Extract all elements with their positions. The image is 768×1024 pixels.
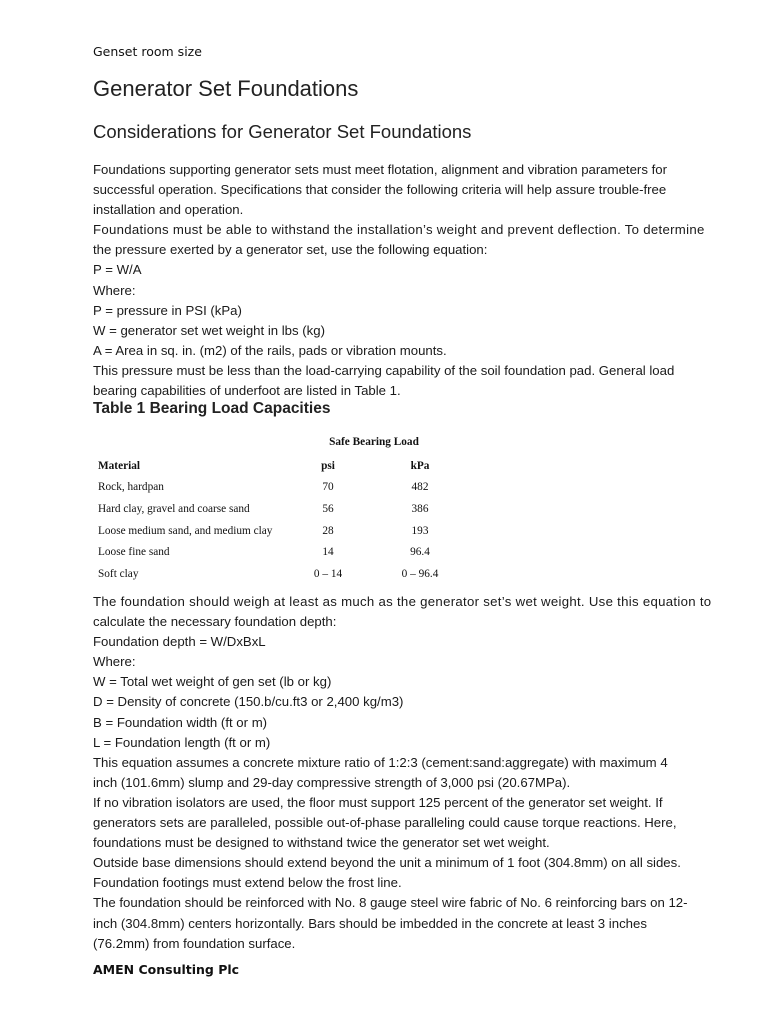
variable-definition: W = generator set wet weight in lbs (kg) [93, 322, 325, 338]
equation-line: P = W/A [93, 262, 142, 278]
body-line: bearing capabilities of underfoot are listed in Table 1. [93, 383, 401, 399]
body-line: successful operation. Specifications that consider the following criteria will help assure trouble-free [93, 182, 667, 198]
variable-definition: B = Foundation width (ft or m) [93, 714, 268, 730]
column-header-psi: psi [321, 459, 335, 472]
body-line: This pressure must be less than the load-carrying capability of the soil foundation pad. General load [93, 362, 675, 378]
cell-material: Soft clay [98, 568, 139, 581]
bearing-load-table [93, 436, 453, 590]
body-line: (76.2mm) from foundation surface. [93, 935, 296, 951]
body-line: The foundation should weigh at least as much as the generator set’s wet weight. Use this equation to [93, 594, 712, 609]
cell-material: Hard clay, gravel and coarse sand [98, 503, 250, 516]
table-row [93, 481, 453, 503]
cell-psi: 0 – 14 [313, 568, 343, 581]
body-line: Where: [93, 654, 136, 670]
cell-psi: 28 [322, 524, 334, 537]
body-line: The foundation should be reinforced with No. 8 gauge steel wire fabric of No. 6 reinforcing bars on 12- [93, 895, 688, 911]
cell-kpa: 193 [411, 524, 429, 537]
table-heading: Table 1 Bearing Load Capacities [93, 400, 331, 417]
body-line: calculate the necessary foundation depth: [93, 614, 337, 630]
cell-material: Loose fine sand [98, 546, 170, 559]
cell-material: Loose medium sand, and medium clay [98, 524, 273, 537]
variable-definition: P = pressure in PSI (kPa) [93, 302, 242, 318]
footer-company-name: AMEN Consulting Plc [93, 962, 240, 977]
body-line: This equation assumes a concrete mixture ratio of 1:2:3 (cement:sand:aggregate) with maximum 4 [93, 754, 668, 770]
cell-material: Rock, hardpan [98, 481, 164, 494]
header-note: Genset room size [93, 44, 202, 59]
cell-kpa: 386 [411, 503, 429, 516]
body-line: Foundations must be able to withstand the installation’s weight and prevent deflection. To determine [93, 222, 705, 238]
table-row [93, 568, 453, 590]
body-line: If no vibration isolators are used, the floor must support 125 percent of the generator set weight. If [93, 794, 663, 810]
cell-kpa: 0 – 96.4 [401, 568, 439, 581]
table-header-row [93, 460, 453, 482]
body-line: inch (304.8mm) centers horizontally. Bars should be imbedded in the concrete at least 3 inches [93, 915, 647, 931]
variable-definition: L = Foundation length (ft or m) [93, 734, 271, 750]
body-line: the pressure exerted by a generator set, use the following equation: [93, 242, 488, 258]
body-line: installation and operation. [93, 202, 244, 218]
body-line: inch (101.6mm) slump and 29-day compressive strength of 3,000 psi (20.67MPa). [93, 774, 571, 790]
cell-psi: 56 [322, 503, 334, 516]
cell-psi: 14 [322, 546, 334, 559]
cell-kpa: 96.4 [410, 546, 430, 559]
equation-line: Foundation depth = W/DxBxL [93, 634, 266, 650]
body-line: generators sets are paralleled, possible out-of-phase paralleling could cause torque reactions. Here, [93, 815, 677, 831]
variable-definition: A = Area in sq. in. (m2) of the rails, pads or vibration mounts. [93, 342, 447, 358]
group-header: Safe Bearing Load [329, 436, 419, 448]
body-line: Outside base dimensions should extend beyond the unit a minimum of 1 foot (304.8mm) on all sides. [93, 855, 681, 871]
page-title: Generator Set Foundations [93, 76, 359, 101]
column-header-kpa: kPa [410, 459, 430, 472]
variable-definition: W = Total wet weight of gen set (lb or kg) [93, 674, 332, 690]
body-line: Foundation footings must extend below the frost line. [93, 875, 402, 891]
intro-paragraphs [93, 160, 713, 401]
table-row [93, 503, 453, 525]
table-row [93, 546, 453, 568]
body-line: Where: [93, 282, 136, 298]
section-subtitle: Considerations for Generator Set Foundations [93, 121, 472, 142]
table-group-header-row [93, 436, 453, 458]
cell-psi: 70 [322, 481, 334, 494]
body-line: Foundations supporting generator sets must meet flotation, alignment and vibration parameters for [93, 162, 667, 177]
cell-kpa: 482 [411, 481, 429, 494]
column-header-material: Material [98, 459, 141, 472]
body-line: foundations must be designed to withstand twice the generator set wet weight. [93, 835, 550, 851]
variable-definition: D = Density of concrete (150.b/cu.ft3 or 2,400 kg/m3) [93, 694, 404, 710]
foundation-depth-paragraphs [93, 592, 713, 954]
table-row [93, 525, 453, 547]
